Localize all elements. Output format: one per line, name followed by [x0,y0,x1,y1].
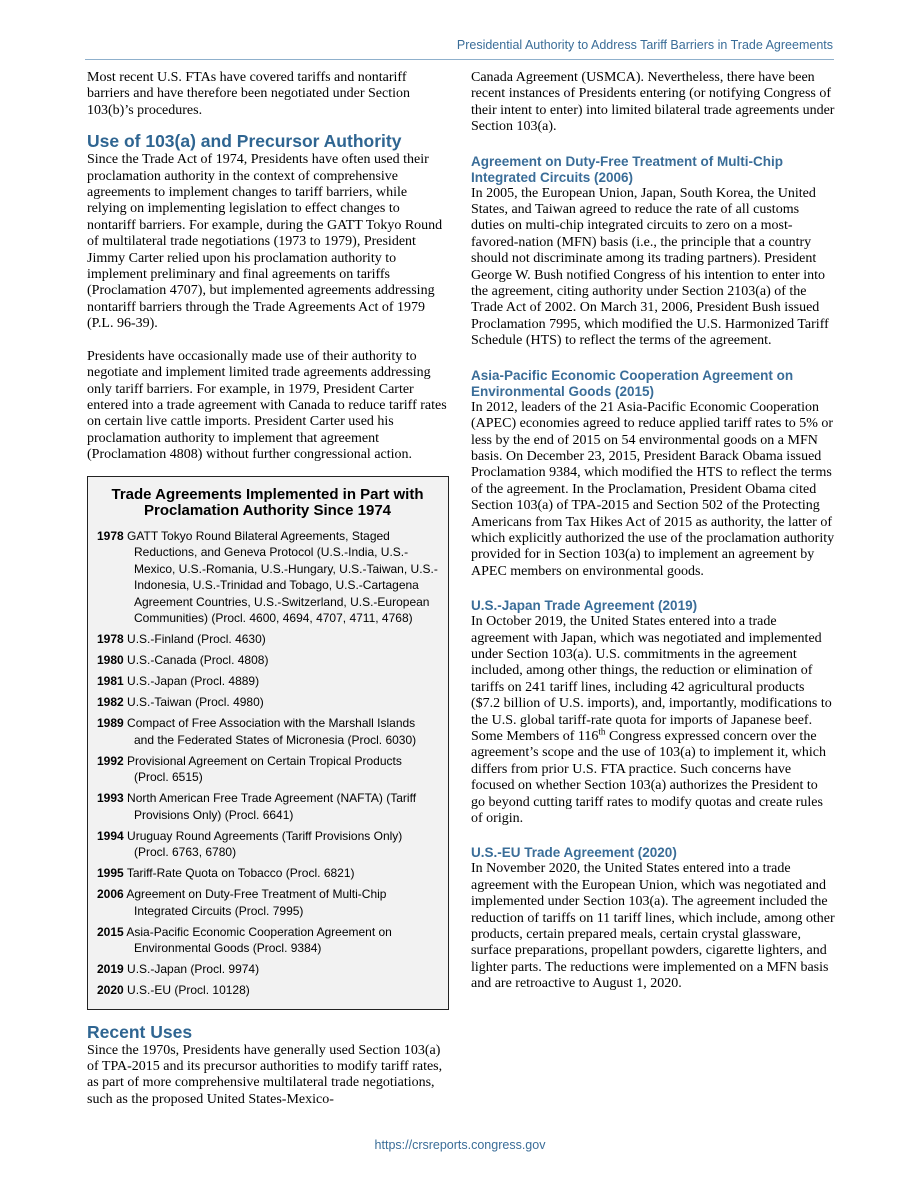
list-item-year: 2015 [97,924,124,939]
left-column [87,70,449,1108]
paragraph: In November 2020, the United States entered into a trade agreement with the European Union, which was negotiated and implemented under Section 103(a). The agreement included the reduction of tariffs on 11 tariff lines, which include, among other products, certain prepared meals, certain crystal glassware, surface preparations, propellant powders, cigarette lighters, and lighter parts. The reductions were implemented on a MFN basis and are retroactive to August 1, 2020. [471,861,835,992]
list-item-year: 1981 [97,674,124,689]
subheading-us-japan: U.S.-Japan Trade Agreement (2019) [471,598,698,614]
list-item-text: Compact of Free Association with the Marshall Islands and the Federated States of Micronesia (Procl. 6030) [127,716,417,747]
header-divider [85,59,834,60]
list-item-text: Uruguay Round Agreements (Tariff Provisions Only) (Procl. 6763, 6780) [127,828,403,860]
paragraph-text: In October 2019, the United States entered into a trade agreement with Japan, which was negotiated and implemented under Section 103(a). U.S. commitments in the agreement included, among other things, the reduction or elimination of tariffs on 241 tariff lines, including 42 agricultural products ($7.2 billion of U.S. imports), and, importantly, modifications to the U.S. global tariff-rate quota for imports of Japanese beef. Some Members of 116 [471,614,832,744]
list-item [97,790,438,823]
footer-url-link[interactable]: https://crsreports.congress.gov [374,1138,546,1152]
paragraph-text: Congress expressed concern over the agreement’s scope and the use of 103(a) to implement it, which differs from prior U.S. FTA practice. Such concerns have focused on whether Section 103(a) authorizes the President to go beyond cutting tariff rates to modify quotas and create rules of origin. [471,729,826,827]
subheading-us-eu: U.S.-EU Trade Agreement (2020) [471,845,677,861]
list-item-year: 1992 [97,753,124,768]
list-item [97,694,438,711]
subheading-apec: Asia-Pacific Economic Cooperation Agreement on Environmental Goods (2015) [471,367,794,399]
box-title: Trade Agreements Implemented in Part with Proclamation Authority Since 1974 [111,485,424,520]
section-heading-recent-uses: Recent Uses [87,1021,193,1042]
list-item [97,961,438,978]
list-item [97,715,438,748]
superscript: th [598,726,606,737]
right-column [471,70,835,993]
subheading-multi-chip: Agreement on Duty-Free Treatment of Multi-Chip Integrated Circuits (2006) [471,153,784,185]
list-item-text: Provisional Agreement on Certain Tropical Products (Procl. 6515) [127,753,402,785]
running-header: Presidential Authority to Address Tariff Barriers in Trade Agreements [456,38,833,52]
paragraph: Since the Trade Act of 1974, Presidents have often used their proclamation authority in the context of comprehensive agreements to implement changes to tariff barriers, while relying on implementing legislation to effect changes to nontariff barriers. For example, during the GATT Tokyo Round of multilateral trade negotiations (1973 to 1979), President Jimmy Carter relied upon his proclamation authority to implement preliminary and final agreements on tariffs (Proclamation 4707), but implemented agreements addressing nontariff barriers through the Trade Agreements Act of 1979 (P.L. 96-39). [87,152,443,332]
list-item-text: U.S.-Taiwan (Procl. 4980) [127,695,264,710]
list-item-text: U.S.-Finland (Procl. 4630) [127,632,266,647]
list-item [97,982,438,999]
list-item [97,528,438,627]
list-item-text: Agreement on Duty-Free Treatment of Multi-Chip Integrated Circuits (Procl. 7995) [126,887,387,918]
list-item [97,652,438,669]
list-item-year: 2019 [97,962,124,977]
list-item [97,886,438,919]
paragraph: Since the 1970s, Presidents have generally used Section 103(a) of TPA-2015 and its precursor authorities to modify tariff rates, as part of more comprehensive multilateral trade negotiations, such as the proposed United States-Mexico- [87,1042,443,1107]
list-item [97,828,438,861]
list-item-text: Tariff-Rate Quota on Tobacco (Procl. 6821) [126,866,355,881]
list-item-text: U.S.-Canada (Procl. 4808) [127,653,269,668]
list-item-year: 1993 [97,791,124,806]
list-item-text: U.S.-Japan (Procl. 9974) [127,962,260,977]
list-item-year: 1978 [97,632,124,647]
list-item-year: 1980 [97,653,124,668]
list-item-text: U.S.-EU (Procl. 10128) [127,983,250,998]
paragraph: In 2012, leaders of the 21 Asia-Pacific Economic Cooperation (APEC) economies agreed to reduce applied tariff rates to 5% or less by the end of 2015 on 54 environmental goods on a MFN basis. On December 23, 2015, President Barack Obama issued Proclamation 9384, which modified the HTS to reflect the terms of the agreement. In the Proclamation, President Obama cited Section 103(a) of TPA-2015 and Section 502 of the Protecting Americans from Tax Hikes Act of 2015 as authority, the latter of which explicitly authorized the use of the proclamation authority provided for in Section 103(a) to implement an agreement by APEC members on environmental goods. [471,399,835,579]
paragraph: In 2005, the European Union, Japan, South Korea, the United States, and Taiwan agreed to reduce the rate of all customs duties on multi-chip integrated circuits to zero on a most-favored-nation (MFN) basis (i.e., the principle that a country should not discriminate among its trading partners). President George W. Bush notified Congress of his intention to enter into the agreement, citing authority under Section 2103(a) of the Trade Act of 2002. On March 31, 2006, President Bush issued Proclamation 7995, which modified the U.S. Harmonized Tariff Schedule (HTS) to reflect the terms of the agreement. [471,185,829,349]
paragraph: Canada Agreement (USMCA). Nevertheless, there have been recent instances of Presidents entering (or notifying Congress of their intent to enter) into limited bilateral trade agreements under Section 103(a). [471,70,835,135]
paragraph [471,614,835,827]
list-item-year: 1982 [97,695,124,710]
trade-agreements-sidebar-box [87,476,449,1010]
list-item [97,673,438,690]
intro-paragraph: Most recent U.S. FTAs have covered tariffs and nontariff barriers and have therefore been negotiated under Section 103(b)’s procedures. [87,70,411,118]
list-item-year: 1994 [97,828,124,843]
list-item-year: 2006 [97,887,124,902]
list-item-text: North American Free Trade Agreement (NAFTA) (Tariff Provisions Only) (Procl. 6641) [127,791,417,822]
list-item [97,753,438,786]
list-item-year: 2020 [97,983,124,998]
paragraph: Presidents have occasionally made use of their authority to negotiate and implement limited trade agreements addressing only tariff barriers. For example, in 1979, President Carter entered into a trade agreement with Canada to reduce tariff rates on certain live cattle imports. President Carter used his proclamation authority to implement that agreement (Proclamation 4808) without further congressional action. [87,348,447,463]
list-item [97,631,438,648]
list-item-year: 1978 [97,528,124,543]
list-item-text: U.S.-Japan (Procl. 4889) [127,674,260,689]
section-heading-use-of-103a: Use of 103(a) and Precursor Authority [87,131,402,152]
list-item [97,924,438,957]
list-item-year: 1995 [97,866,124,881]
list-item-text: GATT Tokyo Round Bilateral Agreements, Staged Reductions, and Geneva Protocol (U.S.-India, U.S.-Mexico, U.S.-Romania, U.S.-Hungary, U.S.-Taiwan, U.S.-Indonesia, U.S.-Trinidad and Tobago, U.S.-Cartagena Agreement Countries, U.S.-Switzerland, U.S.-European Communities) (Procl. 4600, 4694, 4707, 4711, 4768) [127,528,438,626]
list-item-year: 1989 [97,716,124,731]
list-item-text: Asia-Pacific Economic Cooperation Agreement on Environmental Goods (Procl. 9384) [126,924,392,956]
list-item [97,865,438,882]
